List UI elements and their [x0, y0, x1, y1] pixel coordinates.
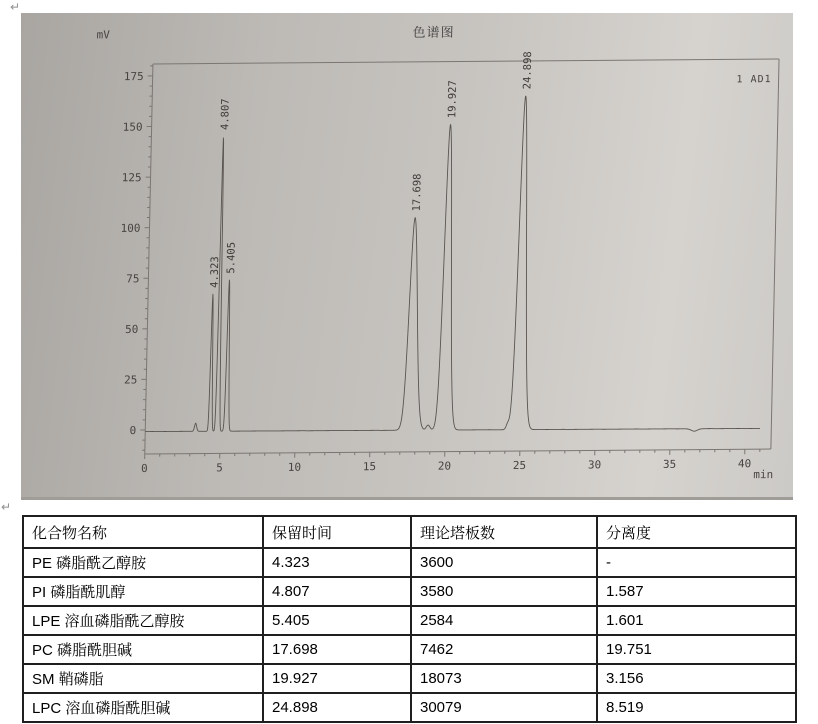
x-tick-label: 5	[216, 461, 223, 475]
table-cell: 1.587	[597, 577, 796, 606]
peak-labels	[209, 51, 535, 288]
peak-label: 5.405	[225, 241, 238, 274]
x-tick-label: 25	[512, 458, 527, 473]
y-tick-label: 75	[126, 272, 140, 286]
table-cell: 1.601	[597, 606, 796, 635]
table-cell: 3580	[411, 577, 597, 606]
column-header: 理论塔板数	[411, 516, 597, 548]
table-cell: 19.751	[597, 635, 796, 664]
table-cell: 19.927	[263, 664, 411, 693]
y-tick-label: 125	[121, 171, 142, 185]
table-cell: -	[597, 548, 796, 577]
y-tick-label: 0	[129, 424, 137, 438]
chart-title: 色谱图	[412, 25, 455, 41]
table-cell: 18073	[411, 664, 597, 693]
x-tick-label: 15	[362, 460, 377, 474]
chromatogram-photo	[21, 13, 793, 500]
y-tick-label: 150	[122, 120, 143, 134]
table-cell: 7462	[411, 635, 597, 664]
table-header-row	[23, 516, 796, 548]
table-cell: PC 磷脂酰胆碱	[23, 635, 263, 664]
peak-label: 4.807	[219, 98, 232, 131]
x-tick-label: 35	[662, 457, 677, 471]
chromatogram-svg	[21, 13, 793, 497]
table-cell: PE 磷脂酰乙醇胺	[23, 548, 263, 577]
x-axis-unit: min	[753, 468, 774, 482]
peak-label: 4.323	[208, 256, 222, 288]
column-header: 保留时间	[263, 516, 411, 548]
peak-label: 24.898	[521, 51, 535, 90]
table-cell: LPE 溶血磷脂酰乙醇胺	[23, 606, 263, 635]
results-table	[22, 515, 797, 723]
detector-channel-label: 1 AD1	[736, 74, 772, 86]
y-tick-label: 175	[123, 70, 144, 84]
table-cell: 5.405	[263, 606, 411, 635]
table-row	[23, 635, 796, 664]
table-cell: 3.156	[597, 664, 796, 693]
table-row	[23, 606, 796, 635]
table-cell: SM 鞘磷脂	[23, 664, 263, 693]
table-row	[23, 577, 796, 606]
table-cell: 3600	[411, 548, 597, 577]
y-tick-label: 50	[124, 322, 139, 336]
table-cell: PI 磷脂酰肌醇	[23, 577, 263, 606]
table-cell: 4.323	[263, 548, 411, 577]
y-tick-label: 100	[120, 221, 141, 235]
peak-label: 19.927	[446, 80, 459, 119]
paragraph-mark: ↵	[10, 0, 21, 14]
table-cell: LPC 溶血磷脂酰胆碱	[23, 693, 263, 722]
peak-label: 17.698	[410, 173, 424, 212]
x-tick-label: 10	[287, 460, 302, 474]
x-tick-label: 40	[737, 457, 752, 471]
column-header: 分离度	[597, 516, 796, 548]
table-row	[23, 664, 796, 693]
table-cell: 30079	[411, 693, 597, 722]
x-tick-label: 0	[141, 461, 148, 475]
x-tick-label: 20	[437, 459, 452, 473]
table-cell: 8.519	[597, 693, 796, 722]
signal-trace	[145, 94, 767, 436]
table-cell: 24.898	[263, 693, 411, 722]
table-cell: 2584	[411, 606, 597, 635]
table-cell: 4.807	[263, 577, 411, 606]
table-row	[23, 548, 796, 577]
y-axis-unit: mV	[96, 28, 110, 42]
table-cell: 17.698	[263, 635, 411, 664]
paragraph-mark: ↵	[1, 500, 12, 514]
column-header: 化合物名称	[23, 516, 263, 548]
table-row	[23, 693, 796, 722]
y-tick-label: 25	[123, 373, 138, 387]
x-tick-label: 30	[587, 458, 602, 472]
